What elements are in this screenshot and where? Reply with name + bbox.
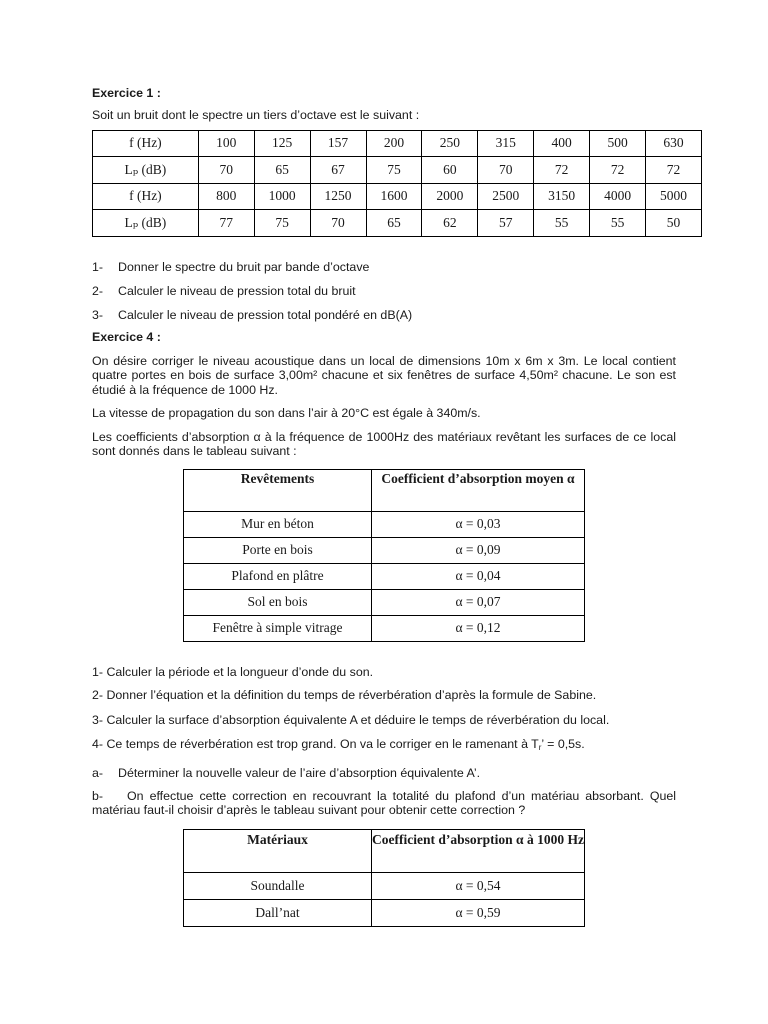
question-4-2: 2- Donner l’équation et la définition du temps de réverbération d’après la formule de Sabine. — [92, 688, 597, 702]
spectrum-row — [93, 157, 702, 184]
spectrum-cell: 65 — [254, 157, 310, 184]
question-1 — [92, 260, 676, 274]
question-3 — [92, 308, 676, 322]
question-letter: b- — [92, 788, 104, 803]
coatings-row — [184, 589, 585, 615]
exercise-1-questions — [92, 260, 676, 322]
material-coefficient: α = 0,54 — [372, 872, 585, 899]
question-4-1: 1- Calculer la période et la longueur d’onde du son. — [92, 664, 374, 679]
spectrum-cell: 315 — [478, 130, 534, 157]
coating-coefficient: α = 0,12 — [372, 615, 585, 641]
spectrum-row — [93, 210, 702, 237]
coating-name: Sol en bois — [184, 589, 372, 615]
spectrum-cell: 55 — [590, 210, 646, 237]
exercise-4-paragraph-3: Les coefficients d’absorption α à la fréquence de 1000Hz des matériaux revêtant les surfaces de ce local sont donnés dans le tableau suivant : — [92, 429, 676, 458]
materials-row — [184, 872, 585, 899]
coating-name: Plafond en plâtre — [184, 563, 372, 589]
question-number: 1- — [92, 259, 104, 274]
question-letter: a- — [92, 765, 104, 780]
spectrum-cell: 72 — [534, 157, 590, 184]
question-4-4-a — [92, 766, 676, 780]
spectrum-cell: 800 — [198, 183, 254, 210]
spectrum-cell: 70 — [310, 210, 366, 237]
spectrum-cell: 500 — [590, 130, 646, 157]
coatings-table — [183, 469, 585, 642]
question-4-4 — [92, 737, 676, 756]
spectrum-cell: 157 — [310, 130, 366, 157]
spectrum-cell: 400 — [534, 130, 590, 157]
question-2 — [92, 284, 676, 298]
spectrum-cell: 200 — [366, 130, 422, 157]
spectrum-cell: 4000 — [590, 183, 646, 210]
spectrum-cell: 70 — [198, 157, 254, 184]
spectrum-cell: 1250 — [310, 183, 366, 210]
coating-name: Mur en béton — [184, 511, 372, 537]
question-number: 2- — [92, 283, 104, 298]
question-text: Donner le spectre du bruit par bande d’octave — [118, 259, 370, 274]
question-4-3: 3- Calculer la surface d’absorption équivalente A et déduire le temps de réverbération du local. — [92, 712, 610, 727]
material-name: Dall’nat — [184, 899, 372, 926]
exercise-4-title: Exercice 4 : — [92, 329, 161, 344]
materials-row — [184, 899, 585, 926]
material-name: Soundalle — [184, 872, 372, 899]
question-number: 3- — [92, 307, 104, 322]
coating-coefficient: α = 0,09 — [372, 537, 585, 563]
spectrum-cell: 57 — [478, 210, 534, 237]
spectrum-cell: 1600 — [366, 183, 422, 210]
question-4-4-text: 4- Ce temps de réverbération est trop grand. On va le corriger en le ramenant à T — [92, 737, 539, 751]
question-4-4-text-end: ’ = 0,5s. — [541, 737, 585, 751]
spectrum-cell: 72 — [590, 157, 646, 184]
coatings-header-material: Revêtements — [184, 469, 372, 511]
question-text: On effectue cette correction en recouvrant la totalité du plafond d’un matériau absorbant. Quel matériau faut-il choisir d’après le tableau suivant pour obtenir cette correction ? — [92, 788, 676, 817]
materials-table — [183, 829, 585, 927]
exercise-4-paragraph-2: La vitesse de propagation du son dans l’air à 20°C est égale à 340m/s. — [92, 406, 481, 420]
spectrum-row — [93, 130, 702, 157]
exercise-4-questions — [92, 665, 676, 818]
spectrum-cell: 60 — [422, 157, 478, 184]
spectrum-table — [92, 130, 702, 237]
coatings-row — [184, 563, 585, 589]
spectrum-cell: 72 — [646, 157, 702, 184]
exercise-1-intro: Soit un bruit dont le spectre un tiers d’octave est le suivant : — [92, 108, 420, 122]
spectrum-row-header: f (Hz) — [93, 183, 199, 210]
spectrum-cell: 70 — [478, 157, 534, 184]
spectrum-cell: 65 — [366, 210, 422, 237]
spectrum-cell: 2000 — [422, 183, 478, 210]
coating-coefficient: α = 0,03 — [372, 511, 585, 537]
spectrum-cell: 100 — [198, 130, 254, 157]
document-page — [92, 86, 688, 927]
spectrum-cell: 75 — [366, 157, 422, 184]
spectrum-cell: 55 — [534, 210, 590, 237]
materials-header-coefficient: Coefficient d’absorption α à 1000 Hz — [372, 829, 585, 872]
spectrum-cell: 75 — [254, 210, 310, 237]
coating-coefficient: α = 0,04 — [372, 563, 585, 589]
spectrum-row-header: Lₚ (dB) — [93, 210, 199, 237]
exercise-1-title: Exercice 1 : — [92, 86, 161, 100]
spectrum-cell: 2500 — [478, 183, 534, 210]
coating-name: Fenêtre à simple vitrage — [184, 615, 372, 641]
spectrum-cell: 77 — [198, 210, 254, 237]
spectrum-cell: 250 — [422, 130, 478, 157]
spectrum-cell: 5000 — [646, 183, 702, 210]
spectrum-row-header: Lₚ (dB) — [93, 157, 199, 184]
coating-name: Porte en bois — [184, 537, 372, 563]
spectrum-cell: 62 — [422, 210, 478, 237]
question-text: Calculer le niveau de pression total pondéré en dB(A) — [118, 307, 413, 322]
coatings-row — [184, 537, 585, 563]
spectrum-cell: 3150 — [534, 183, 590, 210]
spectrum-cell: 67 — [310, 157, 366, 184]
question-text: Déterminer la nouvelle valeur de l’aire d’absorption équivalente A’. — [118, 765, 481, 780]
material-coefficient: α = 0,59 — [372, 899, 585, 926]
coatings-header-coefficient: Coefficient d’absorption moyen α — [372, 469, 585, 511]
question-4-4-b — [92, 789, 676, 818]
coatings-row — [184, 615, 585, 641]
spectrum-cell: 125 — [254, 130, 310, 157]
spectrum-row-header: f (Hz) — [93, 130, 199, 157]
spectrum-cell: 50 — [646, 210, 702, 237]
materials-header-material: Matériaux — [184, 829, 372, 872]
coatings-row — [184, 511, 585, 537]
spectrum-cell: 1000 — [254, 183, 310, 210]
question-text: Calculer le niveau de pression total du bruit — [118, 283, 356, 298]
coating-coefficient: α = 0,07 — [372, 589, 585, 615]
spectrum-row — [93, 183, 702, 210]
question-4-4-subscript: r — [538, 743, 542, 752]
spectrum-cell: 630 — [646, 130, 702, 157]
exercise-4-paragraph-1: On désire corriger le niveau acoustique dans un local de dimensions 10m x 6m x 3m. Le local contient quatre portes en bois de surface 3,00m² chacune et six fenêtres de surface 4,50m² chacune. Le son est étudié à la fréquence de 1000 Hz. — [92, 353, 676, 397]
